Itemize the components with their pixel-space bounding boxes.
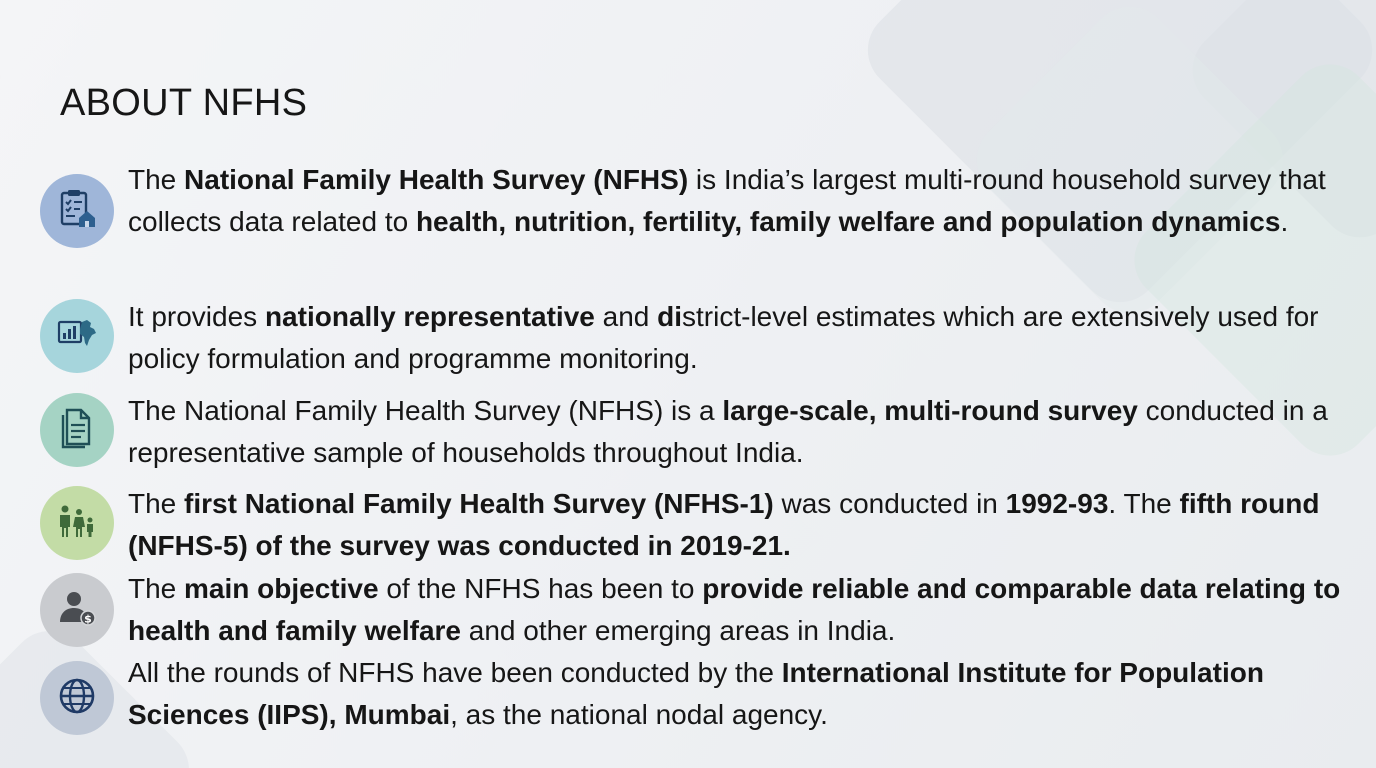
bold-text: health, nutrition, fertility, family welfare and population dynamics bbox=[415, 206, 1281, 237]
text-run: was conducted in bbox=[773, 488, 1006, 519]
icon-circle bbox=[40, 393, 114, 467]
text-run: is India’s largest multi-round household survey that collects data related to bbox=[128, 164, 1326, 237]
bold-text: di bbox=[657, 301, 683, 332]
icon-circle bbox=[40, 573, 114, 647]
text-run: . bbox=[1280, 206, 1289, 237]
page-title: ABOUT NFHS bbox=[60, 82, 308, 124]
text-run: strict-level estimates which are extensively used for policy formulation and programme monitoring. bbox=[128, 301, 1319, 374]
family-icon bbox=[55, 499, 99, 548]
text-run: conducted in a representative sample of households throughout India. bbox=[128, 395, 1328, 468]
icon-circle bbox=[40, 174, 114, 248]
text-run: , as the national nodal agency. bbox=[450, 699, 828, 730]
item-text bbox=[128, 159, 1343, 243]
icon-circle bbox=[40, 661, 114, 735]
text-run: and bbox=[594, 301, 658, 332]
bold-text: 1992-93 bbox=[1005, 488, 1109, 519]
clipboard-house-icon bbox=[55, 187, 99, 236]
bold-text: nationally representative bbox=[264, 301, 595, 332]
document-icon bbox=[55, 406, 99, 455]
text-run: All the rounds of NFHS have been conducted by the bbox=[128, 657, 782, 688]
chart-india-map-icon bbox=[55, 312, 99, 361]
text-run: The bbox=[128, 488, 185, 519]
item-text bbox=[128, 390, 1343, 474]
item-text bbox=[128, 296, 1343, 380]
text-run: It provides bbox=[128, 301, 265, 332]
text-run: and other emerging areas in India. bbox=[461, 615, 896, 646]
item-text bbox=[128, 652, 1343, 736]
text-run: The bbox=[128, 164, 185, 195]
bold-text: main objective bbox=[184, 573, 379, 604]
globe-icon bbox=[55, 674, 99, 723]
text-run: The bbox=[128, 573, 185, 604]
person-money-icon bbox=[55, 586, 99, 635]
bold-text: International Institute for Population Sciences (IIPS), Mumbai bbox=[128, 657, 1264, 730]
text-run: The National Family Health Survey (NFHS) is a bbox=[128, 395, 723, 426]
item-text bbox=[128, 568, 1343, 652]
item-text bbox=[128, 483, 1343, 567]
text-run: of the NFHS has been to bbox=[378, 573, 703, 604]
text-run: . The bbox=[1108, 488, 1180, 519]
bold-text: large-scale, multi-round survey bbox=[722, 395, 1138, 426]
icon-circle bbox=[40, 299, 114, 373]
icon-circle bbox=[40, 486, 114, 560]
bold-text: National Family Health Survey (NFHS) bbox=[184, 164, 689, 195]
bold-text: fifth round (NFHS-5) of the survey was conducted in 2019-21. bbox=[128, 488, 1320, 561]
bold-text: first National Family Health Survey (NFHS-1) bbox=[184, 488, 774, 519]
svg-text:$: $ bbox=[84, 612, 92, 625]
bold-text: provide reliable and comparable data relating to health and family welfare bbox=[128, 573, 1341, 646]
